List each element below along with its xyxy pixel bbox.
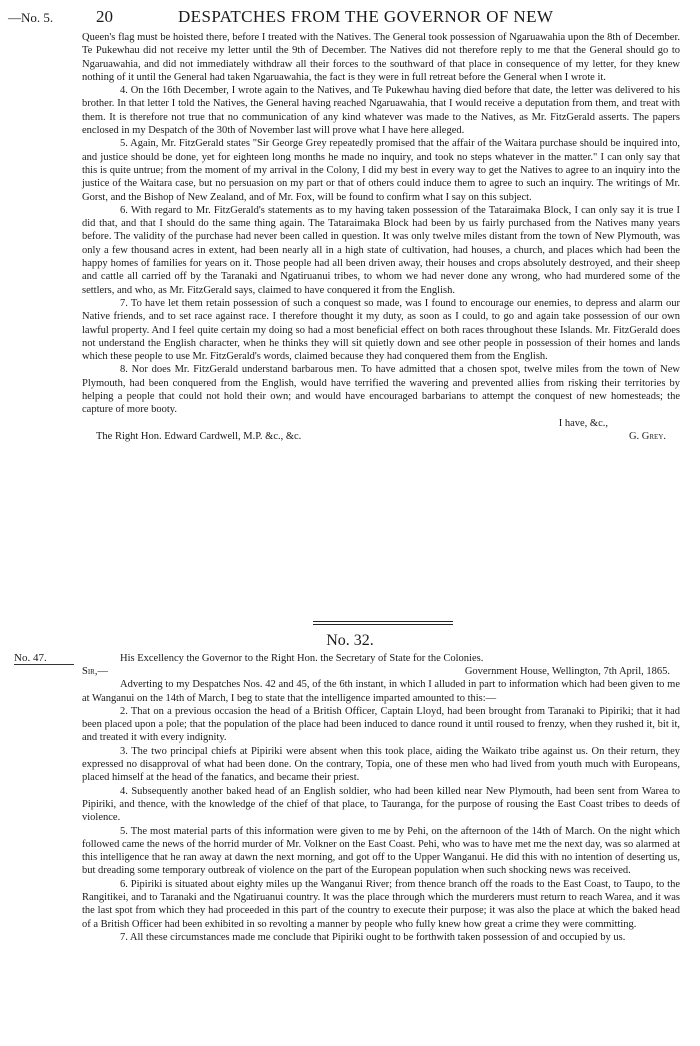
paragraph-3: 3. The two principal chiefs at Pipiriki were absent when this took place, aiding the Waikato tribe against us. On their return, they expressed no disapproval of what had been done. On the contrary, Topia, one of these men who had lived from youth much with Europeans, placed himself at the head of the fanatics, and became their priest. — [82, 745, 680, 784]
salutation-row — [82, 665, 680, 678]
page-number: 20 — [96, 7, 113, 26]
addressee: The Right Hon. Edward Cardwell, M.P. &c., &c. — [96, 430, 302, 442]
paragraph-5: 5. The most material parts of this information were given to me by Pehi, on the afternoon of the 14th of March. On the night which followed came the news of the horrid murder of Mr. Volkner on the East Coast. Pehi, who was to have met me the next day, was so alarmed at this intelligence that he ran away at dawn the next morning, and got off to the Upper Wanganui. He did this with no intention of deserting us, but dreading some temporary outbreak of violence on the part of the European population when such shocking news was received. — [82, 825, 680, 877]
paragraph-7: 7. All these circumstances made me conclude that Pipiriki ought to be forthwith taken possession of and occupied by us. — [120, 931, 626, 943]
closing-row — [82, 417, 680, 430]
signature: G. Grey. — [628, 430, 666, 442]
salutation: Sir,— — [82, 666, 108, 678]
paragraph-6: 6. Pipiriki is situated about eighty miles up the Wanganui River; from thence branch off the roads to the East Coast, to Taupo, to the Rangitikei, and to Taranaki and the Ngatiruanui country. It was the place through which the murderers must return to reach Warea, and it was the last spot from which they had proceeded in this part of the country to execute their purpose; it was also the place at which the baked head of a British Officer had been exhibited in so revolting a manner by people who fully knew how great a crime they were committing. — [82, 878, 680, 930]
signature-row — [82, 430, 680, 443]
paragraph-7: 7. To have let them retain possession of such a conquest so made, was I found to encourage our enemies, to depress and alarm our Native friends, and to set race against race. I therefore thought it my duty, as soon as I could, to go and again take possession of our own lawful property. And I feel quite certain my doing so had a most beneficial effect on both races throughout these Islands. Mr. FitzGerald does not understand the English character, when he thinks they will sit quietly down and see other people in possession of their homes and lands which these people to use Mr. FitzGerald's words, claimed because they had conquered them from the English. — [82, 297, 680, 363]
despatch-32 — [82, 652, 680, 944]
page-header — [8, 6, 690, 30]
despatch-intro: His Excellency the Governor to the Right Hon. the Secretary of State for the Colonies. — [120, 653, 484, 664]
document-number: —No. 5. — [8, 10, 54, 25]
section-divider-thin — [313, 624, 453, 625]
margin-reference: No. 47. — [14, 652, 74, 665]
paragraph-6: 6. With regard to Mr. FitzGerald's statements as to my having taken possession of the Tataraimaka Block, I can only say it is true I did that, and that I should do the same thing again. The Tataraimaka Block had been by us fairly purchased from the Natives many years before. The validity of the purchase had never been called in question. It was only twelve miles distant from the town of New Plymouth, was only a few thousand acres in extent, had been nearly all in a high state of cultivation, had houses, a church, and places which had been the happy homes of families for years on it. Those people had all been driven away, their houses and crops absolutely destroyed, and their sheep and cattle all carried off by the Taranaki and Ngatiruanui tribes, to whom we had never done any wrong, who had murdered some of the settlers, and who, as Mr. FitzGerald says, claimed to have conquered it from the English. — [82, 204, 680, 296]
closing-formula: I have, &c., — [558, 417, 608, 429]
paragraph-2: 2. That on a previous occasion the head of a British Officer, Captain Lloyd, had been brought from Taranaki to Pipiriki; that it had been placed upon a pole; that the population of the place had been induced to dance round it until roused to frenzy, when they rushed it, bit it, and treated it with every indignity. — [82, 705, 680, 744]
paragraph-5: 5. Again, Mr. FitzGerald states "Sir George Grey repeatedly promised that the affair of the Waitara purchase should be inquired into, and justice should be done, yet for eighteen long months he made no inquiry, and took no steps whatever in the matter." I can only say that this is quite untrue; from the moment of my arrival in the Colony, I did my best in every way to get the Natives to agree to an inquiry into the justice of the Waitara case, but no persuasion on my part or that of others could induce them to agree to such an inquiry. The writings of Mr. Gorst, and the Bishop of New Zealand, and of Mr. Fox, will be found to confirm what I say on this subject. — [82, 138, 680, 203]
despatch-number-heading: No. 32. — [326, 632, 374, 649]
paragraph-4: 4. On the 16th December, I wrote again to the Natives, and Te Pukewhau having died before that date, the letter was delivered to his brother. In that letter I told the Natives, the General having reached Ngaruawahia, that I would receive a deputation from them, and treat with them. It is therefore not true that no communication of any kind whatever was made to the Natives, as Mr. FitzGerald asserts. The papers enclosed in my Despatch of the 30th of November last will prove what I have here alleged. — [82, 85, 680, 137]
section-divider — [313, 621, 453, 622]
dateline: Government House, Wellington, 7th April, 1865. — [464, 666, 670, 678]
paragraph-continued: Queen's flag must be hoisted there, before I treated with the Natives. The General took possession of Ngaruawahia upon the 8th of December. Te Pukewhau did not receive my letter until the 9th of December. The Natives did not therefore reply to me that the General should go to Ngaruawahia, and did not immediately withdraw all their forces to the southward of that place in consequence of my letter, for they knew nothing of it until the General had taken Ngaruawahia, the fact is they were in full retreat before the General when I wrote it. — [82, 32, 680, 83]
paragraph-4: 4. Subsequently another baked head of an English soldier, who had been killed near New Plymouth, had been sent from Warea to Pipiriki, and thence, with the knowledge of the chief of that place, to Tauranga, for the purpose of rousing the East Coast tribes to deeds of violence. — [82, 785, 680, 824]
despatch-continued — [82, 31, 680, 443]
paragraph-1: Adverting to my Despatches Nos. 42 and 45, of the 6th instant, in which I alluded in part to information which had been given to me at Wanganui on the 14th of March, I beg to state that the intelligence imparted amounted to this:— — [82, 679, 680, 704]
running-title: DESPATCHES FROM THE GOVERNOR OF NEW — [178, 7, 554, 26]
paragraph-8: 8. Nor does Mr. FitzGerald understand barbarous men. To have admitted that a chosen spot, twelve miles from the town of New Plymouth, had been conquered from the English, would have terrified the wavering and prevented allies from risking their territories by helping a people that could not hold their own; and would have encouraged barbarians to attempt the conquest of new homesteads; the capture of more booty. — [82, 364, 680, 416]
